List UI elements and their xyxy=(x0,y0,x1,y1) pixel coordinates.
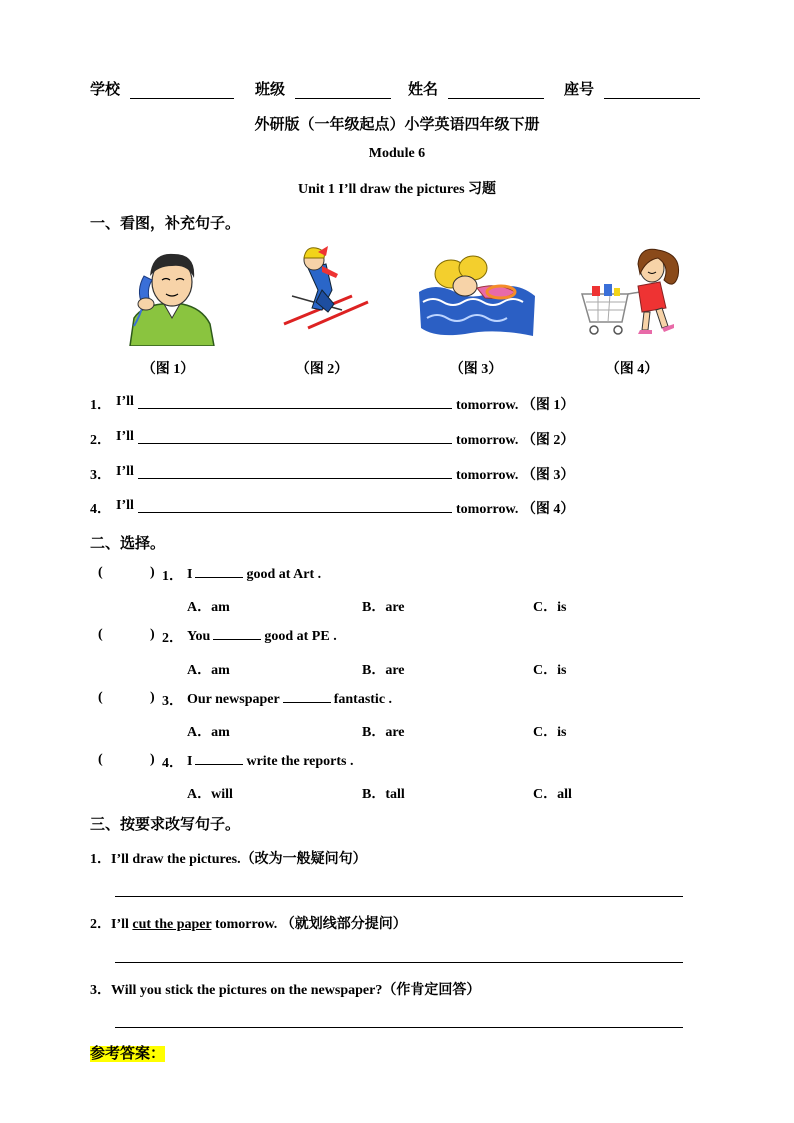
answer-paren-right: ) xyxy=(150,565,155,580)
class-label: 班级 xyxy=(255,78,391,99)
answer-line-3[interactable] xyxy=(115,1027,683,1028)
item-number: 1． xyxy=(90,852,111,867)
girl-shopping-image xyxy=(578,246,688,342)
section1-heading: 一、看图，补充句子。 xyxy=(90,216,241,232)
class-field[interactable] xyxy=(295,84,391,99)
answer-blank[interactable] xyxy=(138,429,452,444)
answer-paren-right: ) xyxy=(150,690,155,705)
answers-label: 参考答案： xyxy=(90,1046,166,1062)
module-title: Module 6 xyxy=(368,146,426,161)
rewrite-item-3 xyxy=(90,979,480,999)
page-title: 外研版（一年级起点）小学英语四年级下册 xyxy=(254,117,540,133)
item-text: tomorrow. （就划线部分提问） xyxy=(211,917,407,932)
rewrite-item-2 xyxy=(90,913,407,933)
item-suffix: tomorrow. （图 1） xyxy=(456,398,575,413)
answer-paren-right: ) xyxy=(150,752,155,767)
item-number: 2． xyxy=(90,917,111,932)
underlined-phrase: cut the paper xyxy=(132,917,212,932)
option-a[interactable]: A．am xyxy=(187,725,230,740)
skier-image xyxy=(282,244,372,330)
option-b[interactable]: B．are xyxy=(362,663,405,678)
seat-field[interactable] xyxy=(604,84,700,99)
question-blank xyxy=(213,627,261,640)
answer-paren-left[interactable]: ( xyxy=(98,690,103,705)
answer-paren-left[interactable]: ( xyxy=(98,565,103,580)
section2-heading: 二、选择。 xyxy=(90,536,166,552)
item-number: 3． xyxy=(90,983,111,998)
item-suffix: tomorrow. （图 2） xyxy=(456,433,575,448)
option-b[interactable]: B．are xyxy=(362,600,405,615)
option-a[interactable]: A．am xyxy=(187,600,230,615)
seat-label: 座号 xyxy=(564,78,700,99)
item-number: 3． xyxy=(90,468,111,483)
item-suffix: tomorrow. （图 3） xyxy=(456,468,575,483)
answer-blank[interactable] xyxy=(138,498,452,513)
answer-line-1[interactable] xyxy=(115,896,683,897)
item-number: 2． xyxy=(90,433,111,448)
item-text: I’ll xyxy=(111,917,133,932)
question-number: 3． xyxy=(162,694,183,709)
question-blank xyxy=(283,690,331,703)
option-c[interactable]: C．is xyxy=(533,663,567,678)
question-text: I good at Art . xyxy=(187,567,322,582)
item-prefix: I’ll xyxy=(116,429,134,444)
caption-figure-4: （图 4） xyxy=(605,362,659,377)
school-label: 学校 xyxy=(90,78,234,99)
unit-title: Unit 1 I’ll draw the pictures 习题 xyxy=(297,182,497,197)
answer-paren-right: ) xyxy=(150,627,155,642)
option-a[interactable]: A．will xyxy=(187,787,233,802)
item-suffix: tomorrow. （图 4） xyxy=(456,502,575,517)
swimmer-image xyxy=(415,252,539,340)
option-c[interactable]: C．all xyxy=(533,787,572,802)
question-blank xyxy=(195,752,243,765)
item-number: 4． xyxy=(90,502,111,517)
item-prefix: I’ll xyxy=(116,498,134,513)
header-info-row xyxy=(90,78,704,100)
name-label: 姓名 xyxy=(408,78,544,99)
question-text: You good at PE . xyxy=(187,629,337,644)
question-text: I write the reports . xyxy=(187,754,354,769)
item-prefix: I’ll xyxy=(116,464,134,479)
option-a[interactable]: A．am xyxy=(187,663,230,678)
answer-paren-left[interactable]: ( xyxy=(98,627,103,642)
school-field[interactable] xyxy=(130,84,234,99)
caption-figure-3: （图 3） xyxy=(449,362,503,377)
caption-figure-1: （图 1） xyxy=(141,362,195,377)
answer-paren-left[interactable]: ( xyxy=(98,752,103,767)
option-c[interactable]: C．is xyxy=(533,725,567,740)
question-blank xyxy=(195,565,243,578)
question-number: 2． xyxy=(162,631,183,646)
name-field[interactable] xyxy=(448,84,544,99)
question-number: 4． xyxy=(162,756,183,771)
question-number: 1． xyxy=(162,569,183,584)
answer-line-2[interactable] xyxy=(115,962,683,963)
item-prefix: I’ll xyxy=(116,394,134,409)
option-b[interactable]: B．tall xyxy=(362,787,405,802)
answer-blank[interactable] xyxy=(138,464,452,479)
option-c[interactable]: C．is xyxy=(533,600,567,615)
rewrite-item-1 xyxy=(90,848,367,868)
item-text: Will you stick the pictures on the newspaper?（作肯定回答） xyxy=(111,983,481,998)
item-number: 1． xyxy=(90,398,111,413)
section3-heading: 三、按要求改写句子。 xyxy=(90,817,241,833)
answer-blank[interactable] xyxy=(138,394,452,409)
caption-figure-2: （图 2） xyxy=(295,362,349,377)
item-text: I’ll draw the pictures.（改为一般疑问句） xyxy=(111,852,367,867)
question-text: Our newspaper fantastic . xyxy=(187,692,393,707)
man-on-phone-image xyxy=(122,246,218,346)
option-b[interactable]: B．are xyxy=(362,725,405,740)
